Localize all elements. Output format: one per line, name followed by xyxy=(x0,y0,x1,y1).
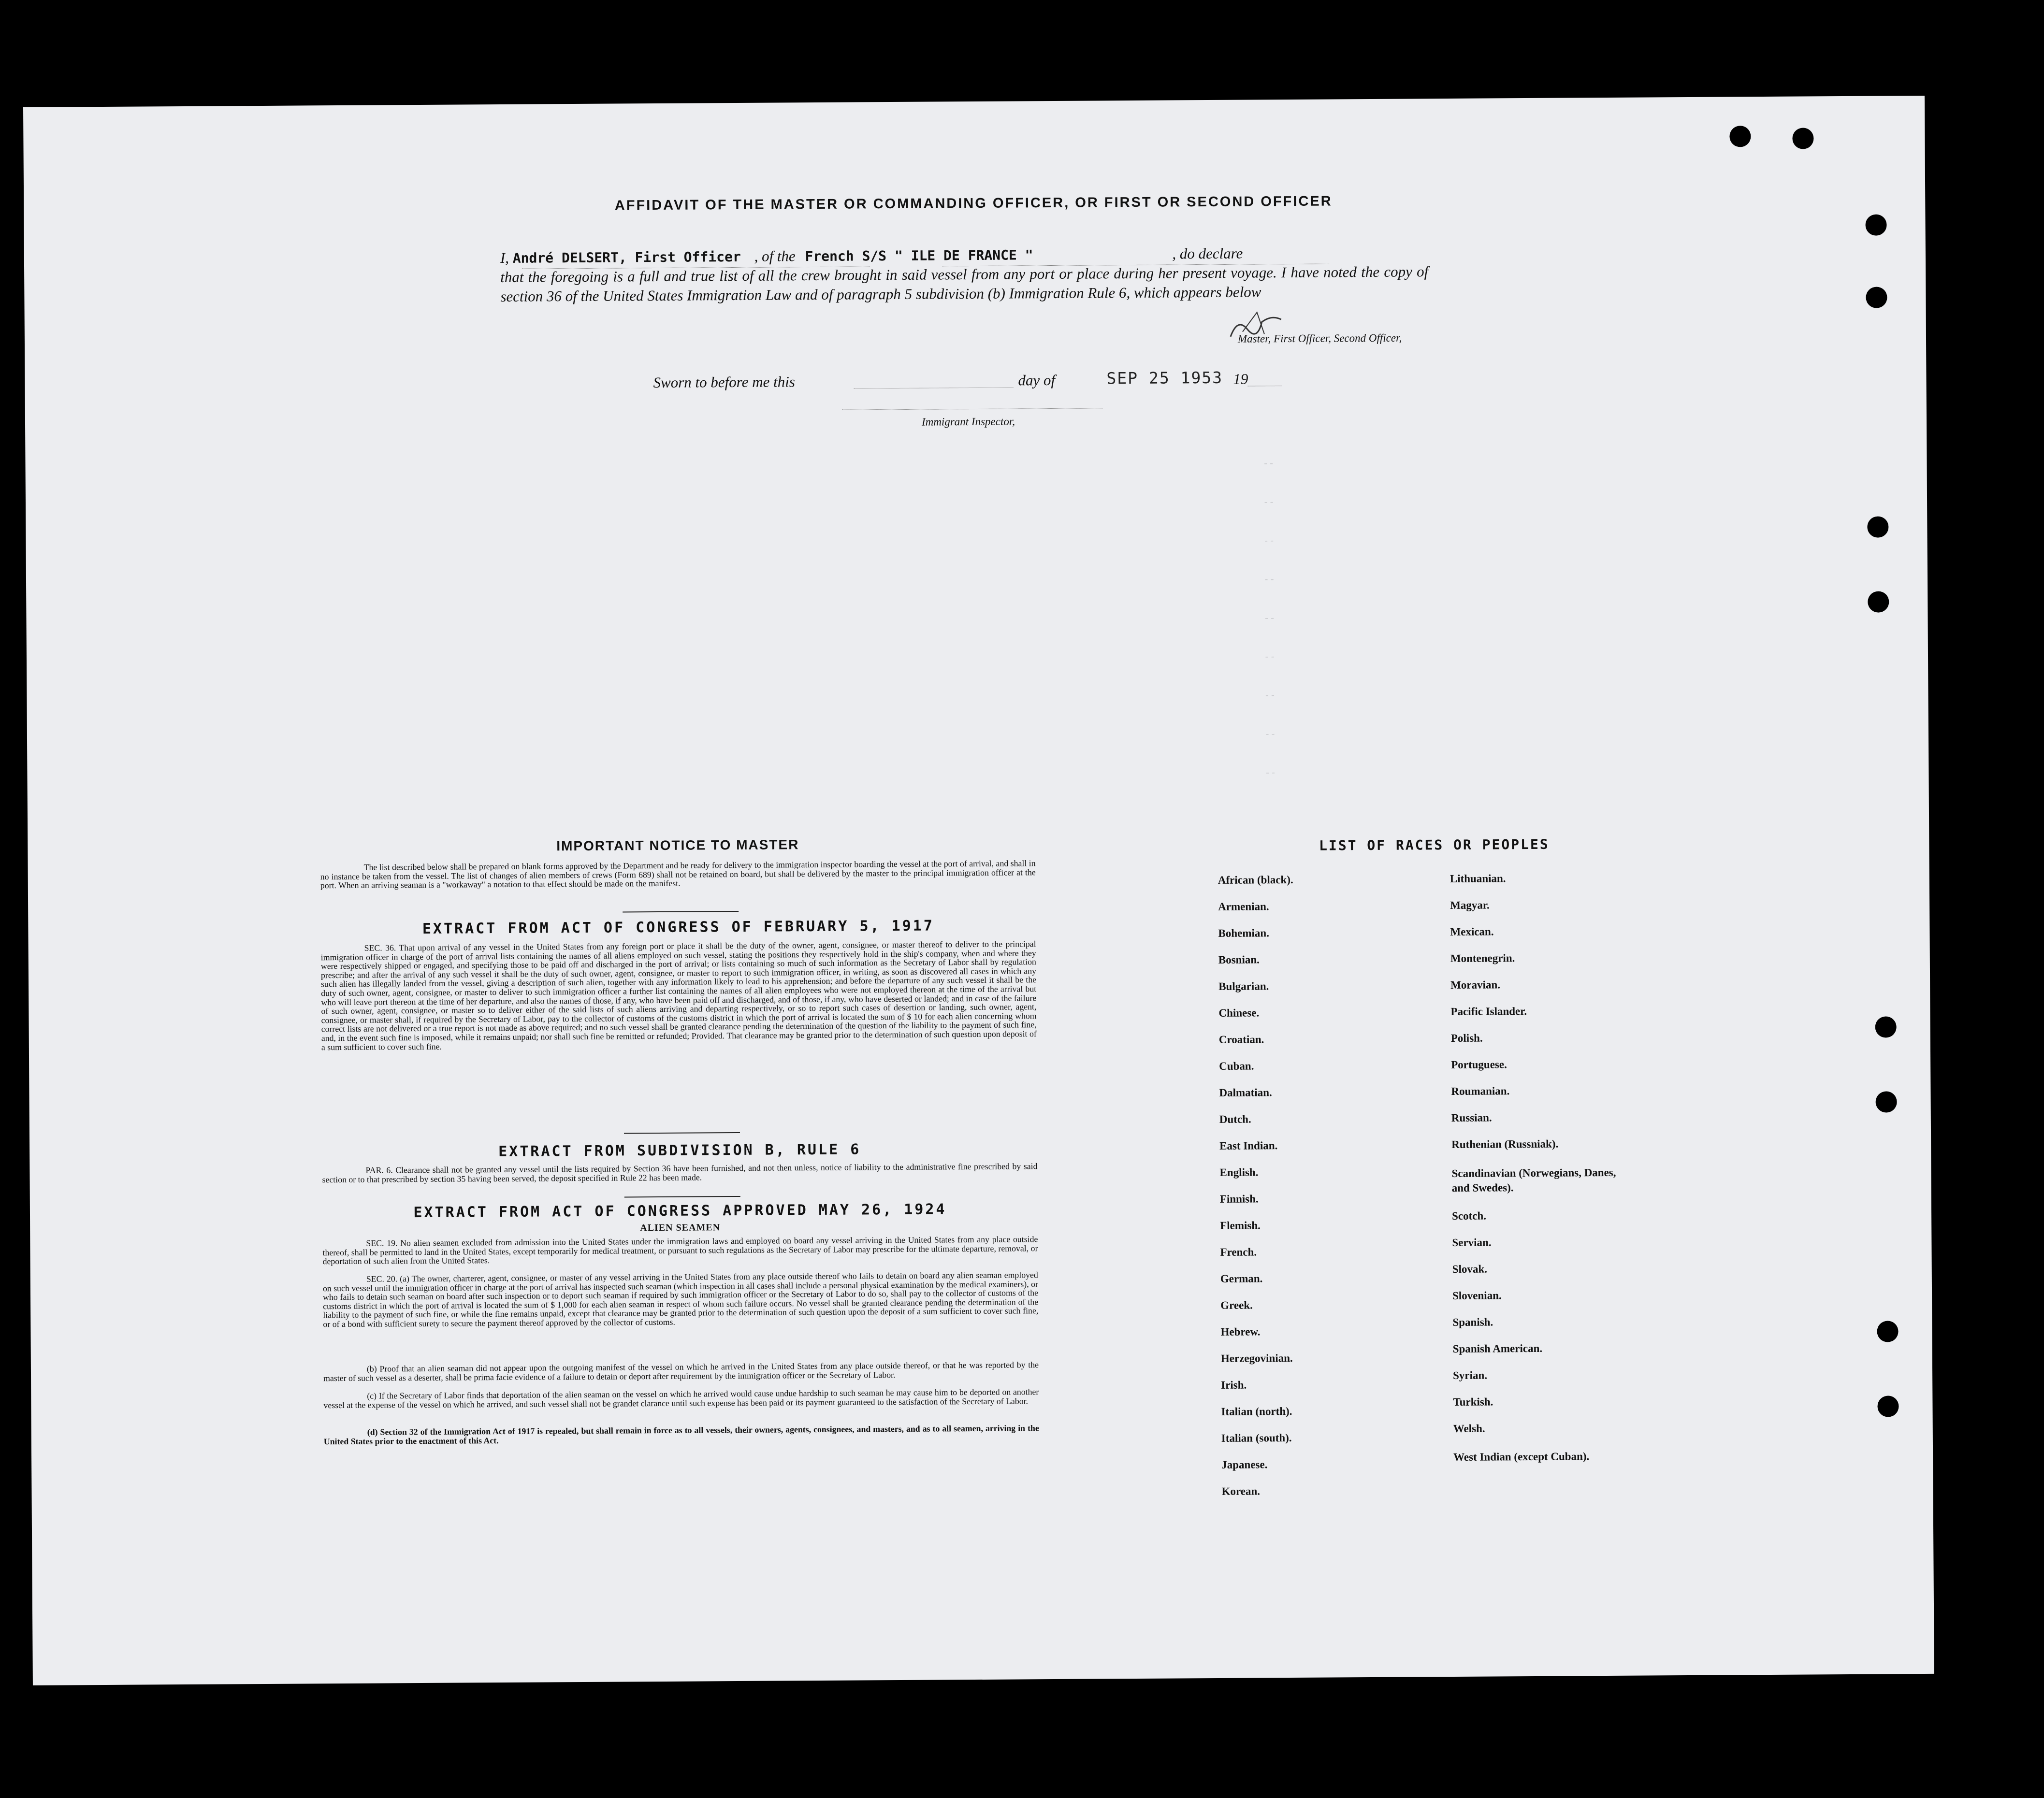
sworn-day-underline xyxy=(854,387,1014,388)
extract-1924-sec19: SEC. 19. No alien seamen excluded from admission into the United States under the immigration laws and employed on board any vessel arriving in the United States from any place outside thereof, shall be permitted to land in the United States, except temporarily for medical treatment, or pursuant to such regulations as the Secretary of Labor may prescribe for the ultimate departure, removal, or deportation of such alien from the United States. xyxy=(322,1234,1038,1266)
extract-1917-title: EXTRACT FROM ACT OF CONGRESS OF FEBRUARY 5, 1917 xyxy=(422,917,934,937)
rule6-title: EXTRACT FROM SUBDIVISION B, RULE 6 xyxy=(498,1141,861,1161)
bleed-through: -- xyxy=(1264,766,1276,778)
divider xyxy=(623,911,739,912)
bleed-through: -- xyxy=(1262,496,1275,508)
rule6-text: PAR. 6. Clearance shall not be granted any vessel until the lists required by Section 36 have been furnished, and not then unless, notice of liability to the administrative fine prescribed by said section or to that prescribed by section 35 having been served, the deposit specified in Rule 22 has been made. xyxy=(322,1161,1038,1184)
race-item: Herzegovinian. xyxy=(1220,1352,1293,1365)
do-declare-text: , do declare xyxy=(1172,245,1243,262)
race-item: Russian. xyxy=(1451,1111,1492,1124)
divider xyxy=(624,1196,740,1197)
race-item: Flemish. xyxy=(1220,1219,1261,1232)
race-item: Magyar. xyxy=(1450,899,1490,911)
race-item: Polish. xyxy=(1450,1032,1483,1044)
race-item: Bosnian. xyxy=(1218,953,1260,966)
race-item: Irish. xyxy=(1221,1379,1247,1391)
race-item: Slovenian. xyxy=(1452,1289,1502,1302)
punch-hole xyxy=(1792,128,1813,149)
date-stamp: SEP 25 1953 xyxy=(1106,368,1223,388)
punch-hole xyxy=(1875,1016,1897,1037)
race-item: Bulgarian. xyxy=(1218,980,1269,992)
race-item: Servian. xyxy=(1452,1236,1492,1249)
affidavit-title: AFFIDAVIT OF THE MASTER OR COMMANDING OFFICER, OR FIRST OR SECOND OFFICER xyxy=(614,193,1333,214)
notice-title: IMPORTANT NOTICE TO MASTER xyxy=(556,837,799,854)
punch-hole xyxy=(1729,126,1751,147)
race-item: German. xyxy=(1220,1272,1263,1285)
race-item: Bohemian. xyxy=(1218,927,1270,939)
bleed-through: -- xyxy=(1263,534,1275,547)
bleed-through: -- xyxy=(1263,650,1276,662)
bleed-through: -- xyxy=(1262,457,1275,469)
divider xyxy=(624,1132,740,1134)
races-column-2 xyxy=(23,96,1925,107)
extract-1924-sec20b: (b) Proof that an alien seaman did not appear upon the outgoing manifest of the vessel on which he arrived in the United States from any place outside thereof, or that he was reported by the master of such vessel as a deserter, shall be prima facie evidence of a failure to detain or deport after requirement by the immigration officer or the Secretary of Labor. xyxy=(323,1360,1039,1383)
race-item: Scotch. xyxy=(1451,1209,1487,1222)
notice-text: The list described below shall be prepared on blank forms approved by the Department and be ready for delivery to the immigration inspector boarding the vessel at the port of arrival, and shall in no instance be taken from the vessel. The list of changes of alien members of crews (Form 689) shall not be retained on board, but shall be delivered by the master to the principal immigration officer at the port. When an arriving seaman is a "workaway" a notation to that effect should be made on the manifest. xyxy=(320,858,1036,891)
race-item: French. xyxy=(1220,1246,1257,1258)
punch-hole xyxy=(1868,591,1889,612)
vessel-name: French S/S " ILE DE FRANCE " xyxy=(805,247,1033,265)
race-item: Ruthenian (Russniak). xyxy=(1451,1137,1559,1151)
race-item: Finnish. xyxy=(1219,1193,1259,1205)
punch-hole xyxy=(1866,287,1887,308)
bleed-through: -- xyxy=(1263,612,1276,624)
race-item: East Indian. xyxy=(1219,1139,1278,1152)
extract-1924-title: EXTRACT FROM ACT OF CONGRESS APPROVED MAY 26, 1924 xyxy=(413,1201,947,1222)
punch-hole xyxy=(1867,516,1888,537)
punch-hole xyxy=(1877,1321,1898,1342)
race-item: West Indian (except Cuban). xyxy=(1453,1450,1590,1463)
race-item: Chinese. xyxy=(1218,1007,1260,1019)
races-column-1 xyxy=(23,96,1925,107)
race-item: Pacific Islander. xyxy=(1450,1005,1527,1018)
race-item: Portuguese. xyxy=(1451,1058,1507,1071)
race-item: Scandinavian (Norwegians, Danes, and Swedes). xyxy=(1451,1166,1616,1194)
of-the-text: , of the xyxy=(754,247,796,265)
bleed-through: -- xyxy=(1264,728,1276,740)
race-item: Montenegrin. xyxy=(1450,952,1515,964)
extract-1924-sec20c: (c) If the Secretary of Labor finds that deportation of the alien seaman on the vessel on which he arrived would cause undue hardship to such seaman he may cause him to be deported on another vessel at the expense of the vessel on which he arrived, and such vessel shall not be grandet clarance until such expense has been paid or its payment guaranteed to the satisfaction of the Secretary of Labor. xyxy=(323,1387,1039,1410)
race-item: African (black). xyxy=(1218,873,1293,886)
race-item: Hebrew. xyxy=(1220,1325,1261,1338)
race-item: Dalmatian. xyxy=(1219,1086,1272,1099)
sworn-text: Sworn to before me this xyxy=(653,373,795,391)
officer-name: André DELSERT, First Officer xyxy=(512,248,741,266)
document-page xyxy=(23,96,1934,1685)
race-item: Armenian. xyxy=(1218,900,1269,913)
punch-hole xyxy=(1877,1395,1899,1417)
race-item: Moravian. xyxy=(1450,978,1501,991)
race-item: Croatian. xyxy=(1218,1033,1264,1046)
affidavit-body: that the foregoing is a full and true list of all the crew brought in said vessel from any port or place during her present voyage. I have noted the copy of section 36 of the United States Immigration Law and of paragraph 5 subdivision (b) Immigration Rule 6, which appears below xyxy=(500,263,1429,305)
race-item: English. xyxy=(1219,1166,1259,1179)
punch-hole xyxy=(1876,1091,1897,1112)
day-of-text: day of xyxy=(1018,371,1056,389)
race-item: Welsh. xyxy=(1453,1422,1485,1435)
race-item: Japanese. xyxy=(1221,1458,1268,1471)
signature-caption: Master, First Officer, Second Officer, xyxy=(1237,331,1402,345)
race-item: Roumanian. xyxy=(1451,1085,1510,1097)
race-item: Spanish American. xyxy=(1452,1342,1543,1355)
affidavit-i: I, xyxy=(500,249,509,266)
bleed-through: -- xyxy=(1263,573,1276,585)
race-item: Italian (south). xyxy=(1221,1432,1292,1444)
race-item: Korean. xyxy=(1221,1485,1261,1497)
race-item: Spanish. xyxy=(1452,1316,1493,1328)
year-prefix: 19 xyxy=(1233,370,1248,388)
inspector-label: Immigrant Inspector, xyxy=(921,415,1015,428)
race-item: Lithuanian. xyxy=(1450,872,1506,885)
race-item: Turkish. xyxy=(1453,1395,1493,1408)
races-title: LIST OF RACES OR PEOPLES xyxy=(1319,836,1550,854)
inspector-underline xyxy=(842,408,1103,410)
race-item: Mexican. xyxy=(1450,925,1494,938)
extract-1924-sec20d: (d) Section 32 of the Immigration Act of 1917 is repealed, but shall remain in force as to all vessels, their owners, agents, consignees, and masters, and as to all seamen, arriving in the United States prior to the enactment of this Act. xyxy=(323,1423,1039,1446)
race-item: Italian (north). xyxy=(1221,1405,1292,1418)
race-item: Greek. xyxy=(1220,1299,1253,1311)
race-item: Syrian. xyxy=(1453,1369,1488,1381)
race-item: Cuban. xyxy=(1219,1060,1254,1072)
race-item: Slovak. xyxy=(1452,1263,1488,1275)
extract-1917-text: SEC. 36. That upon arrival of any vessel in the United States from any foreign port or place it shall be the duty of the owner, agent, consignee, or master thereof to deliver to the principal immigration officer in charge of the port of arrival lists containing the names of all aliens employed on such vessel, stating the positions they respectively hold in the ship's company, when and where they were respectively shipped or engaged, and specifying those to be paid off and discharged in the port of arrival; or lists containing so much of such information as the Secretary of Labor shall by regulation prescribe; and after the arrival of any such vessel it shall be the duty of such owner, agent, consignee, or master to report to such immigration officer, in writing, as soon as discovered all cases in which any such alien has illegally landed from the vessel, giving a description of such alien, together with any information likely to lead to his apprehension; and before the departure of any such vessel it shall be the duty of such owner, agent, consignee, or master to deliver to such immigration officer a further list containing the names of all alien employees who were not employed thereon at the time of the arrival but who will leave port thereon at the time of her departure, and also the names of those, if any, who have been paid off and discharged, and of those, if any, who have deserted or landed; and in case of the failure of such owner, agent, consignee, or master so to deliver either of the said lists of such aliens arriving and departing respectively, or so to report such cases of desertion or landing, such owner, agent, consignee, or master shall, if required by the Secretary of Labor, pay to the collector of customs of the customs district in which the port of arrival is located the sum of $ 10 for each alien concerning whom correct lists are not delivered or a true report is not made as above required; and no such vessel shall be granted clearance pending the determination of the question of the liability to the payment of such fine, and, in the event such fine is imposed, while it remains unpaid; nor shall such fine be remitted or refunded; Provided. That clearance may be granted prior to the determination of such question upon deposit of a sum sufficient to cover such fine. xyxy=(320,939,1037,1052)
race-item: Dutch. xyxy=(1219,1113,1251,1125)
extract-1924-subtitle: ALIEN SEAMEN xyxy=(640,1222,721,1234)
punch-hole xyxy=(1865,214,1886,235)
extract-1924-sec20a: SEC. 20. (a) The owner, charterer, agent, consignee, or master of any vessel arriving in the United States from any place outside thereof who fails to detain on board any alien seaman employed on such vessel until the immigration officer in charge at the port of arrival has inspected such seaman (which inspection in all cases shall include a personal physical examination by the medical examiners), or who fails to detain such seaman on board after such inspection or to deport such seaman if required by such immigration officer or the Secretary of Labor to do so, shall pay to the collector of customs of the customs district in which the port of arrival is located the sum of $ 1,000 for each alien seaman in respect of whom such failure occurs. No vessel shall be granted clearance pending the determination of the liability to the payment of such fine, or while the fine remains unpaid, except that clearance may be granted prior to the determination of such question upon the deposit of a sum sufficient to cover such fine, or of a bond with sufficient surety to secure the payment thereof approved by the collector of customs. xyxy=(322,1270,1039,1329)
bleed-through: -- xyxy=(1264,689,1276,701)
